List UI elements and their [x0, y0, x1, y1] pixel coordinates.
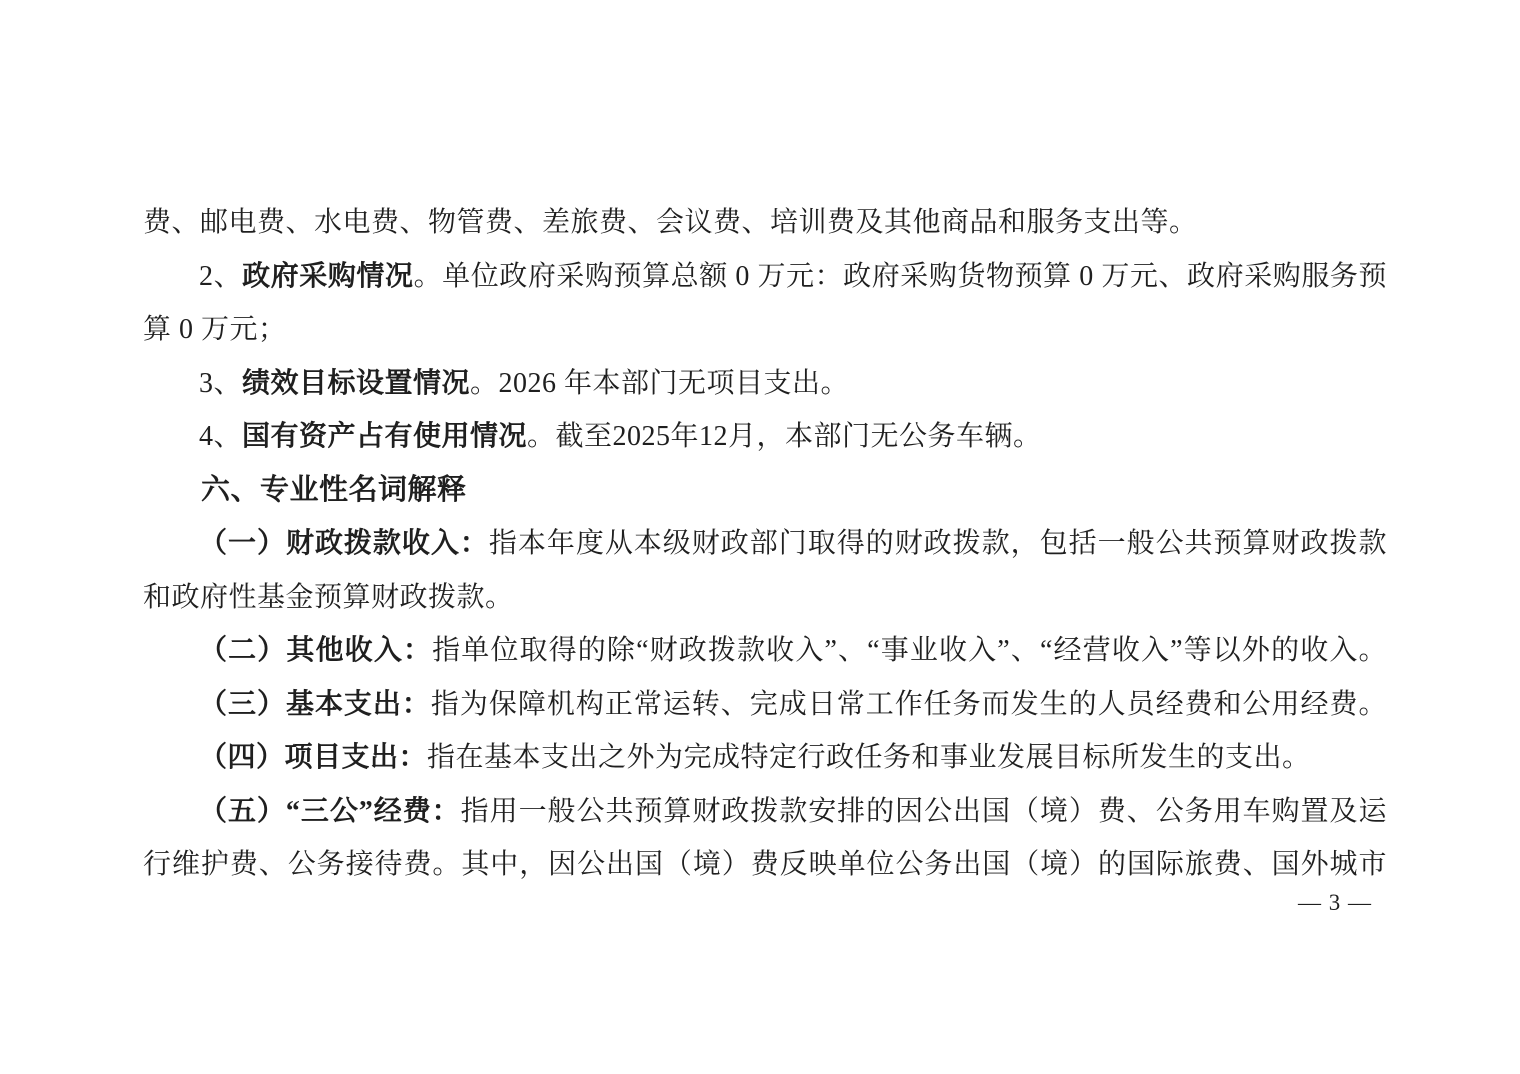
line-text: 指为保障机构正常运转、完成日常工作任务而发生的人员经费和公用经费。 — [430, 688, 1387, 720]
line-text: 。截至2025年12月，本部门无公务车辆。 — [527, 421, 1042, 452]
page-number: — 3 — — [1298, 890, 1372, 915]
line-text: 算 0 万元； — [143, 314, 287, 345]
section-6-heading — [143, 464, 1387, 518]
line-text: 指用一般公共预算财政拨款安排的因公出国（境）费、公务用车购置及运 — [460, 795, 1387, 827]
item-label: 政府采购情况 — [242, 260, 414, 292]
term-5-continuation — [143, 838, 1387, 892]
item-number: 2、 — [199, 260, 243, 292]
document-body — [143, 196, 1387, 892]
item-2-continuation — [143, 303, 1387, 357]
line-text: 行维护费、公务接待费。其中，因公出国（境）费反映单位公务出国（境）的国际旅费、国外城市 — [143, 849, 1387, 880]
term-label: （二）其他收入： — [199, 635, 433, 666]
line-text: 指在基本支出之外为完成特定行政任务和事业发展目标所发生的支出。 — [427, 742, 1311, 773]
line-text: 。2026 年本部门无项目支出。 — [470, 367, 850, 399]
term-3-basic-expenditure — [143, 678, 1387, 732]
term-label: （五）“三公”经费： — [199, 795, 461, 827]
item-3-performance-targets — [143, 357, 1387, 411]
term-5-three-public-funds — [143, 785, 1387, 839]
term-label: （一）财政拨款收入： — [199, 528, 489, 559]
item-number: 4、 — [199, 421, 243, 452]
line-text: 指单位取得的除“财政拨款收入”、“事业收入”、“经营收入”等以外的收入。 — [432, 635, 1387, 666]
item-4-state-assets — [143, 410, 1387, 464]
item-label: 国有资产占有使用情况 — [242, 421, 528, 452]
line-text: 和政府性基金预算财政拨款。 — [143, 581, 514, 613]
term-label: （三）基本支出： — [199, 688, 431, 720]
section-heading-text: 六、专业性名词解释 — [201, 473, 467, 506]
term-2-other-income — [143, 624, 1387, 678]
item-number: 3、 — [199, 367, 243, 399]
line-text: 指本年度从本级财政部门取得的财政拨款，包括一般公共预算财政拨款 — [488, 528, 1387, 559]
term-4-project-expenditure — [143, 731, 1387, 785]
term-1-continuation — [143, 571, 1387, 625]
item-2-gov-procurement — [143, 250, 1387, 304]
line-text: 费、邮电费、水电费、物管费、差旅费、会议费、培训费及其他商品和服务支出等。 — [143, 207, 1198, 238]
para-goods-services-continuation — [143, 196, 1387, 250]
line-text: 。单位政府采购预算总额 0 万元：政府采购货物预算 0 万元、政府采购服务预 — [413, 260, 1387, 292]
term-1-fiscal-appropriation-income — [143, 517, 1387, 571]
item-label: 绩效目标设置情况 — [242, 367, 471, 399]
term-label: （四）项目支出： — [199, 742, 428, 773]
